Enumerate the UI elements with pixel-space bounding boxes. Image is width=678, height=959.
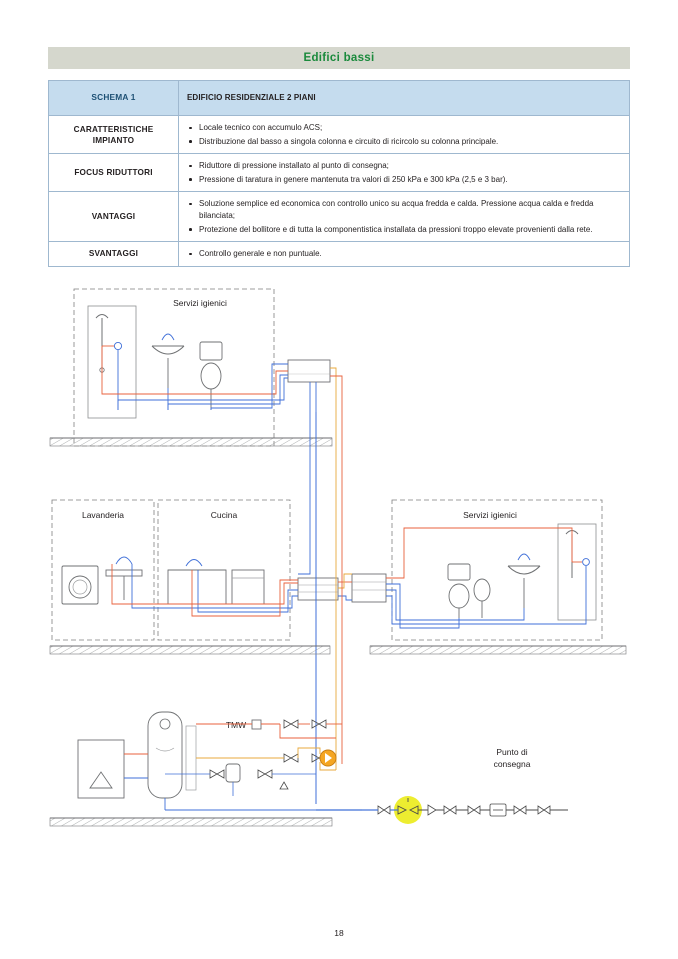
kitchen-counter <box>168 570 226 604</box>
table-row <box>49 154 630 192</box>
table-row-content <box>179 81 630 116</box>
toilet-upper <box>200 342 222 360</box>
shower-mixer-lower <box>583 559 590 566</box>
room-outline-upper-bathroom <box>74 289 274 446</box>
washbasin-lower <box>508 566 540 574</box>
manifold-upper <box>288 360 330 382</box>
table-row-content <box>179 154 630 192</box>
valve-5 <box>210 770 224 778</box>
table-row <box>49 116 630 154</box>
list-item: Controllo generale e non puntuale. <box>187 248 621 260</box>
service-valve-d <box>514 806 526 814</box>
room-outline-lower-bathroom <box>392 500 602 640</box>
bullet-list <box>187 122 621 147</box>
label-delivery-point-line2: consegna <box>493 759 531 769</box>
table-row-label: SCHEMA 1 <box>49 81 179 116</box>
table-cell-text: EDIFICIO RESIDENZIALE 2 PIANI <box>187 93 316 103</box>
washbasin-upper <box>152 346 184 354</box>
table-row-content <box>179 192 630 242</box>
valve-3 <box>284 754 298 762</box>
service-valve-c <box>468 806 480 814</box>
technical-room-group <box>50 712 568 826</box>
service-check-valve <box>428 805 436 815</box>
service-valve-a <box>378 806 390 814</box>
valve-2 <box>312 720 326 728</box>
valve-6 <box>258 770 272 778</box>
table-row <box>49 81 630 116</box>
tank-insulation <box>186 726 196 790</box>
floor-slab-ground-right <box>370 646 626 654</box>
dhw-storage-tank <box>148 712 182 798</box>
manifold-ground-right <box>352 574 386 602</box>
tmw-valve <box>252 720 261 729</box>
dishwasher <box>232 570 264 604</box>
label-upper-bathroom: Servizi igienici <box>173 298 227 308</box>
toilet-lower <box>448 564 470 580</box>
specification-table <box>48 80 630 267</box>
shower-enclosure-lower <box>558 524 596 620</box>
table-row-label: CARATTERISTICHE IMPIANTO <box>49 116 179 154</box>
list-item: Riduttore di pressione installato al punto di consegna; <box>187 160 621 172</box>
table-row-label: SVANTAGGI <box>49 242 179 267</box>
laundry-sink <box>106 570 142 576</box>
valve-7 <box>280 782 288 789</box>
bullet-list <box>187 198 621 235</box>
floor-slab-ground-left <box>50 646 330 654</box>
list-item: Protezione del bollitore e di tutta la componentistica installata da pressioni troppo elevate provenienti dalla rete. <box>187 224 621 236</box>
bidet <box>474 579 490 601</box>
heat-generator <box>78 740 124 798</box>
label-kitchen: Cucina <box>210 510 238 520</box>
floor-slab-upper <box>50 438 332 446</box>
expansion-vessel <box>226 764 240 782</box>
table-row <box>49 242 630 267</box>
upper-floor-group <box>50 289 342 446</box>
table-row-label: VANTAGGI <box>49 192 179 242</box>
table-row-content <box>179 116 630 154</box>
list-item: Pressione di taratura in genere mantenuta tra valori di 250 kPa e 300 kPa (2,5 e 3 bar). <box>187 174 621 186</box>
page-number: 18 <box>334 928 344 938</box>
label-laundry: Lavanderia <box>81 510 125 520</box>
label-lower-bathroom: Servizi igienici <box>463 510 517 520</box>
label-tmw: TMW <box>225 720 247 730</box>
manifold-ground-left <box>298 578 338 600</box>
valve-1 <box>284 720 298 728</box>
floor-slab-cellar <box>50 818 332 826</box>
list-item: Locale tecnico con accumulo ACS; <box>187 122 621 134</box>
list-item: Distribuzione dal basso a singola colonna e circuito di ricircolo su colonna principale. <box>187 136 621 148</box>
plumbing-schematic-diagram <box>40 278 640 838</box>
service-valve-b <box>444 806 456 814</box>
shower-enclosure-upper <box>88 306 136 418</box>
page-title: Edifici bassi <box>303 52 375 64</box>
section-title-banner <box>48 47 630 69</box>
table-row-content <box>179 242 630 267</box>
bullet-list <box>187 160 621 185</box>
label-delivery-point-line1: Punto di <box>496 747 528 757</box>
shower-mixer-upper <box>114 342 121 349</box>
table-row <box>49 192 630 242</box>
ground-floor-group <box>50 412 626 798</box>
service-valve-e <box>538 806 550 814</box>
bullet-list <box>187 248 621 260</box>
table-row-label: FOCUS RIDUTTORI <box>49 154 179 192</box>
list-item: Soluzione semplice ed economica con controllo unico su acqua fredda e calda. Pressione acqua calda e fredda bilanciata; <box>187 198 621 221</box>
